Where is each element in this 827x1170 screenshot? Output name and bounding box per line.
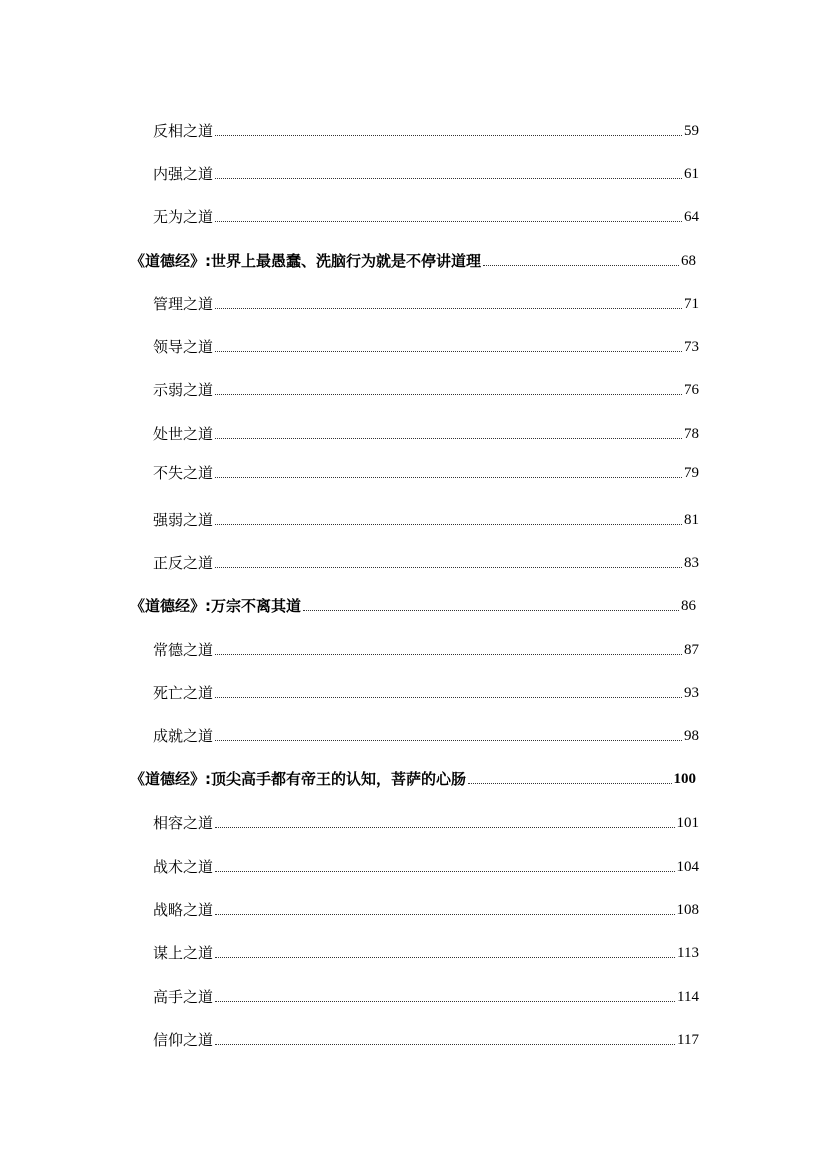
toc-entry-title: 管理之道: [153, 295, 214, 313]
toc-entry[interactable]: [153, 291, 699, 313]
dot-leader: [215, 178, 682, 179]
toc-entry-title: 信仰之道: [153, 1031, 214, 1049]
toc-entry-page: 117: [677, 1032, 699, 1048]
dot-leader: [215, 654, 682, 655]
dot-leader: [215, 438, 682, 439]
toc-entry-title: 战术之道: [153, 858, 214, 876]
toc-entry-title: 反相之道: [153, 122, 214, 140]
toc-entry-title: 强弱之道: [153, 511, 214, 529]
toc-entry-page: 108: [676, 902, 699, 918]
toc-entry-page: 61: [684, 166, 699, 182]
toc-entry-page: 87: [684, 642, 699, 658]
toc-chapter-title: 《道德经》:世界上最愚蠢、洗脑行为就是不停讲道理: [130, 252, 482, 270]
toc-entry-title: 成就之道: [153, 727, 214, 745]
dot-leader: [215, 477, 682, 478]
dot-leader: [215, 914, 674, 915]
toc-entry[interactable]: [153, 550, 699, 572]
dot-leader: [215, 524, 682, 525]
toc-entry-title: 不失之道: [153, 464, 214, 482]
toc-entry[interactable]: [153, 854, 699, 876]
toc-chapter-title: 《道德经》:万宗不离其道: [130, 597, 301, 615]
toc-chapter-entry[interactable]: [130, 593, 696, 615]
toc-chapter-page: 100: [673, 771, 696, 787]
dot-leader: [215, 697, 682, 698]
toc-entry[interactable]: [153, 118, 699, 140]
toc-entry[interactable]: [153, 984, 699, 1006]
toc-entry-page: 101: [676, 815, 699, 831]
toc-entry[interactable]: [153, 680, 699, 702]
toc-entry-page: 71: [684, 296, 699, 312]
dot-leader: [215, 394, 682, 395]
toc-entry-page: 76: [684, 382, 699, 398]
dot-leader: [215, 351, 682, 352]
toc-chapter-page: 68: [681, 253, 696, 269]
toc-entry-page: 79: [684, 465, 699, 481]
toc-entry[interactable]: [153, 507, 699, 529]
toc-entry[interactable]: [153, 637, 699, 659]
toc-entry-page: 98: [684, 728, 699, 744]
toc-entry[interactable]: [153, 1027, 699, 1049]
dot-leader: [215, 740, 682, 741]
toc-entry[interactable]: [153, 377, 699, 399]
toc-entry-title: 处世之道: [153, 425, 214, 443]
toc-entry[interactable]: [153, 897, 699, 919]
dot-leader: [468, 783, 671, 784]
toc-entry[interactable]: [153, 421, 699, 443]
dot-leader: [215, 221, 682, 222]
toc-entry[interactable]: [153, 204, 699, 226]
toc-entry[interactable]: [153, 161, 699, 183]
dot-leader: [215, 308, 682, 309]
toc-entry[interactable]: [153, 940, 699, 962]
toc-entry-page: 59: [684, 123, 699, 139]
dot-leader: [215, 871, 674, 872]
dot-leader: [303, 610, 679, 611]
toc-entry[interactable]: [153, 334, 699, 356]
toc-chapter-entry[interactable]: [130, 766, 696, 788]
toc-entry-page: 104: [676, 859, 699, 875]
toc-chapter-entry[interactable]: [130, 248, 696, 270]
toc-entry[interactable]: [153, 723, 699, 745]
dot-leader: [215, 957, 675, 958]
toc-entry-page: 81: [684, 512, 699, 528]
toc-entry-page: 64: [684, 209, 699, 225]
toc-entry-title: 常德之道: [153, 641, 214, 659]
dot-leader: [215, 135, 682, 136]
toc-entry-title: 相容之道: [153, 814, 214, 832]
toc-entry-title: 死亡之道: [153, 684, 214, 702]
toc-entry-page: 78: [684, 426, 699, 442]
dot-leader: [215, 1001, 675, 1002]
dot-leader: [215, 827, 674, 828]
toc-entry-page: 73: [684, 339, 699, 355]
toc-entry-title: 无为之道: [153, 208, 214, 226]
dot-leader: [215, 1044, 675, 1045]
toc-entry-title: 示弱之道: [153, 381, 214, 399]
toc-chapter-page: 86: [681, 598, 696, 614]
toc-entry-page: 83: [684, 555, 699, 571]
toc-entry-page: 114: [677, 989, 699, 1005]
toc-entry-title: 内强之道: [153, 165, 214, 183]
toc-entry[interactable]: [153, 460, 699, 482]
dot-leader: [215, 567, 682, 568]
toc-entry-title: 正反之道: [153, 554, 214, 572]
dot-leader: [483, 265, 679, 266]
toc-entry-title: 领导之道: [153, 338, 214, 356]
toc-entry-title: 高手之道: [153, 988, 214, 1006]
toc-entry-title: 谋上之道: [153, 944, 214, 962]
toc-entry-page: 93: [684, 685, 699, 701]
toc-entry-title: 战略之道: [153, 901, 214, 919]
toc-entry-page: 113: [677, 945, 699, 961]
toc-entry[interactable]: [153, 810, 699, 832]
toc-chapter-title: 《道德经》:顶尖高手都有帝王的认知，菩萨的心肠: [130, 770, 467, 788]
